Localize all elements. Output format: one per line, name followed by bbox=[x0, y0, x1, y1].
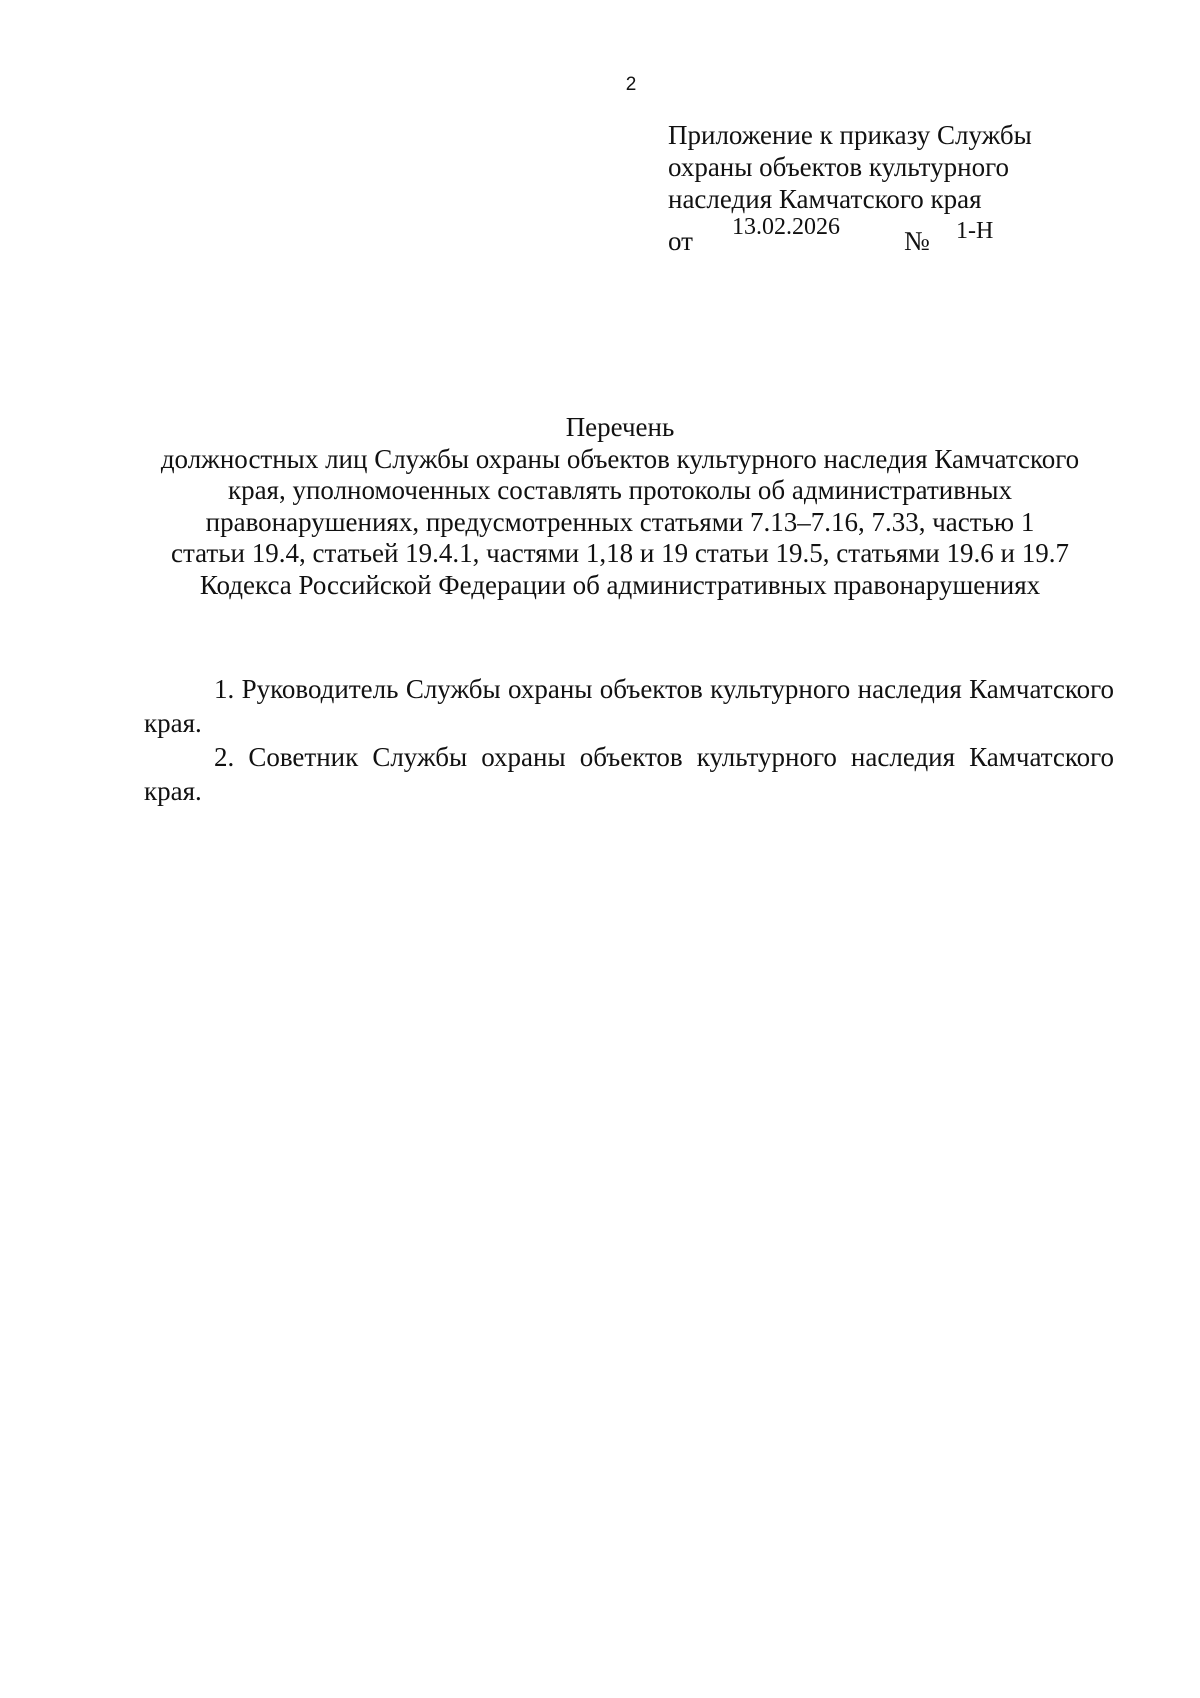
page-number: 2 bbox=[625, 74, 637, 95]
officials-list bbox=[144, 672, 1114, 808]
document-title bbox=[120, 412, 1120, 601]
title-heading: Перечень bbox=[565, 412, 675, 442]
list-item: 2. Советник Службы охраны объектов культурного наследия Камчатского края. bbox=[144, 742, 1114, 806]
title-line: края, уполномоченных составлять протоколы об административных bbox=[227, 475, 1013, 505]
title-line: правонарушениях, предусмотренных статьями 7.13–7.16, 7.33, частью 1 bbox=[205, 506, 1035, 537]
order-details bbox=[668, 214, 1008, 254]
appendix-line: наследия Камчатского края bbox=[668, 184, 982, 214]
appendix-line: Приложение к приказу Службы bbox=[668, 120, 1032, 150]
order-date: 13.02.2026 bbox=[732, 214, 840, 240]
order-number-sign: № bbox=[904, 226, 930, 256]
title-line: Кодекса Российской Федерации об административных правонарушениях bbox=[199, 569, 1041, 600]
order-from-label: от bbox=[668, 226, 693, 256]
title-line: должностных лиц Службы охраны объектов культурного наследия Камчатского bbox=[160, 443, 1080, 474]
appendix-line: охраны объектов культурного bbox=[668, 152, 1009, 182]
order-number: 1-Н bbox=[956, 218, 994, 244]
appendix-header bbox=[668, 119, 1032, 215]
title-line: статьи 19.4, статьей 19.4.1, частями 1,18 и 19 статьи 19.5, статьями 19.6 и 19.7 bbox=[171, 538, 1069, 568]
list-item: 1. Руководитель Службы охраны объектов культурного наследия Камчатского края. bbox=[144, 674, 1114, 738]
